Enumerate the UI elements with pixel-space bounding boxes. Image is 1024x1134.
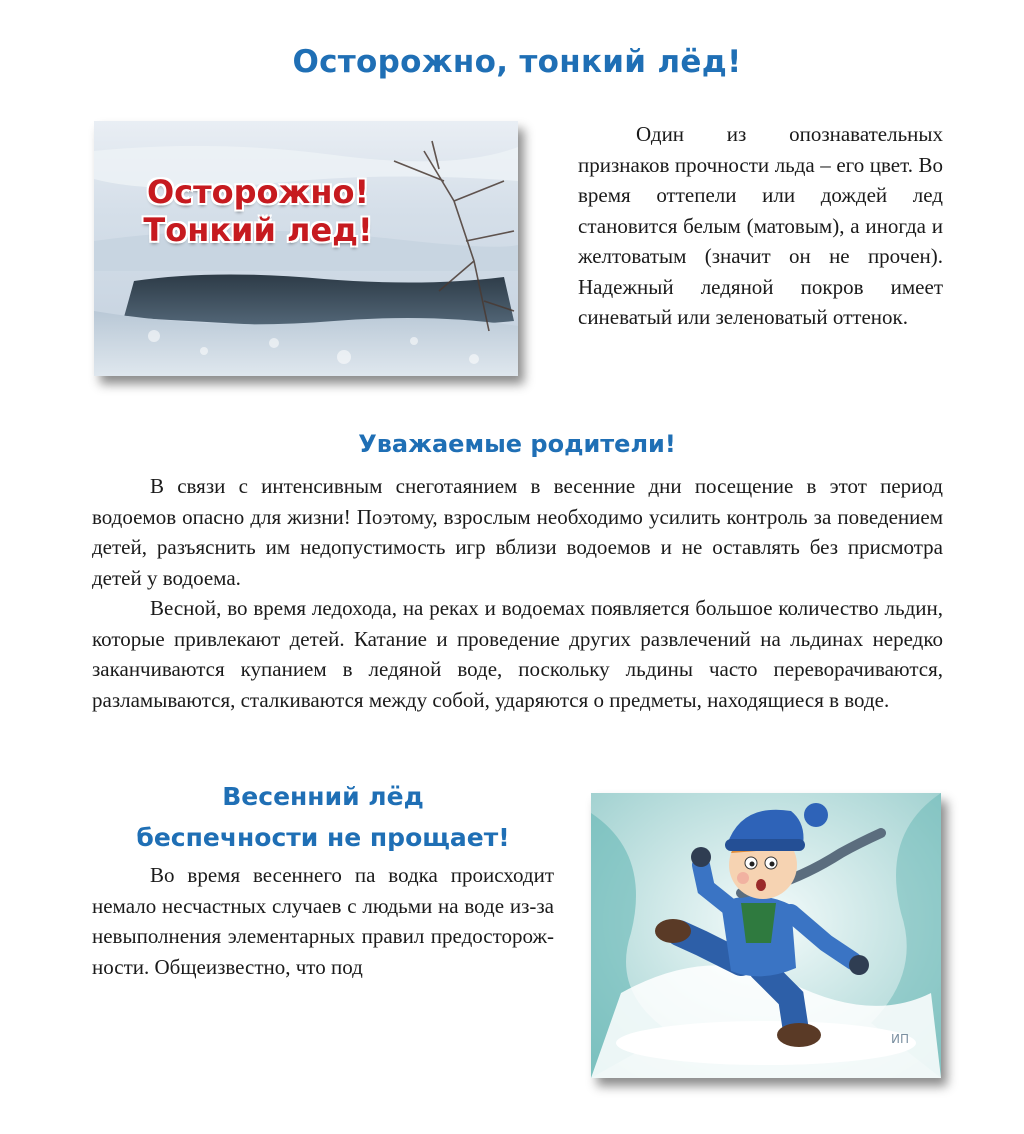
spring-paragraph: Во время весеннего па водка происходит немало несчастных случаев с людьми на воде из-за невыполнения элементарных правил предосторож-ности. Общеизвестно, что под [92, 863, 554, 979]
signature-mark: ИП [891, 1032, 909, 1046]
boy-slipping-illustration [591, 793, 941, 1078]
spring-heading-line1: Весенний лёд [222, 782, 424, 811]
warning-text-line2: Тонкий лед! [143, 211, 373, 249]
parents-paragraph-1: В связи с интенсивным снеготаянием в весенние дни посещение в этот период водоемов опасно для жизни! Поэтому, взрослым необходимо усилить контроль за поведением детей, разъяснить им недопустимость игр вблизи водоемов и не оставлять без присмотра детей у водоема. [92, 474, 943, 590]
page-title: Осторожно, тонкий лёд! [292, 44, 742, 80]
thin-ice-photo [94, 121, 518, 376]
parents-paragraph-2: Весной, во время ледохода, на реках и водоемах появляется большое количество льдин, которые привлекают детей. Катание и проведение других развлечений на льдинах нередко заканчиваются купанием в ледяной воде, поскольку льдины часто переворачиваются, разламываются, сталкиваются между собой, ударяются о предметы, находящиеся в воде. [92, 596, 943, 712]
warning-text-line1: Осторожно! [146, 173, 370, 211]
boy-on-ice-drawing [591, 793, 941, 1078]
spring-heading-line2: беспечности не прощает! [136, 823, 510, 852]
ice-color-paragraph: Один из опознавательных признаков прочности льда – его цвет. Во время оттепели или дождей лед становится белым (матовым), а иногда и желтоватым (значит он не прочен). Надежный ледяной покров имеет синеватый или зеленоватый оттенок. [578, 122, 943, 329]
parents-heading: Уважаемые родители! [358, 430, 676, 458]
